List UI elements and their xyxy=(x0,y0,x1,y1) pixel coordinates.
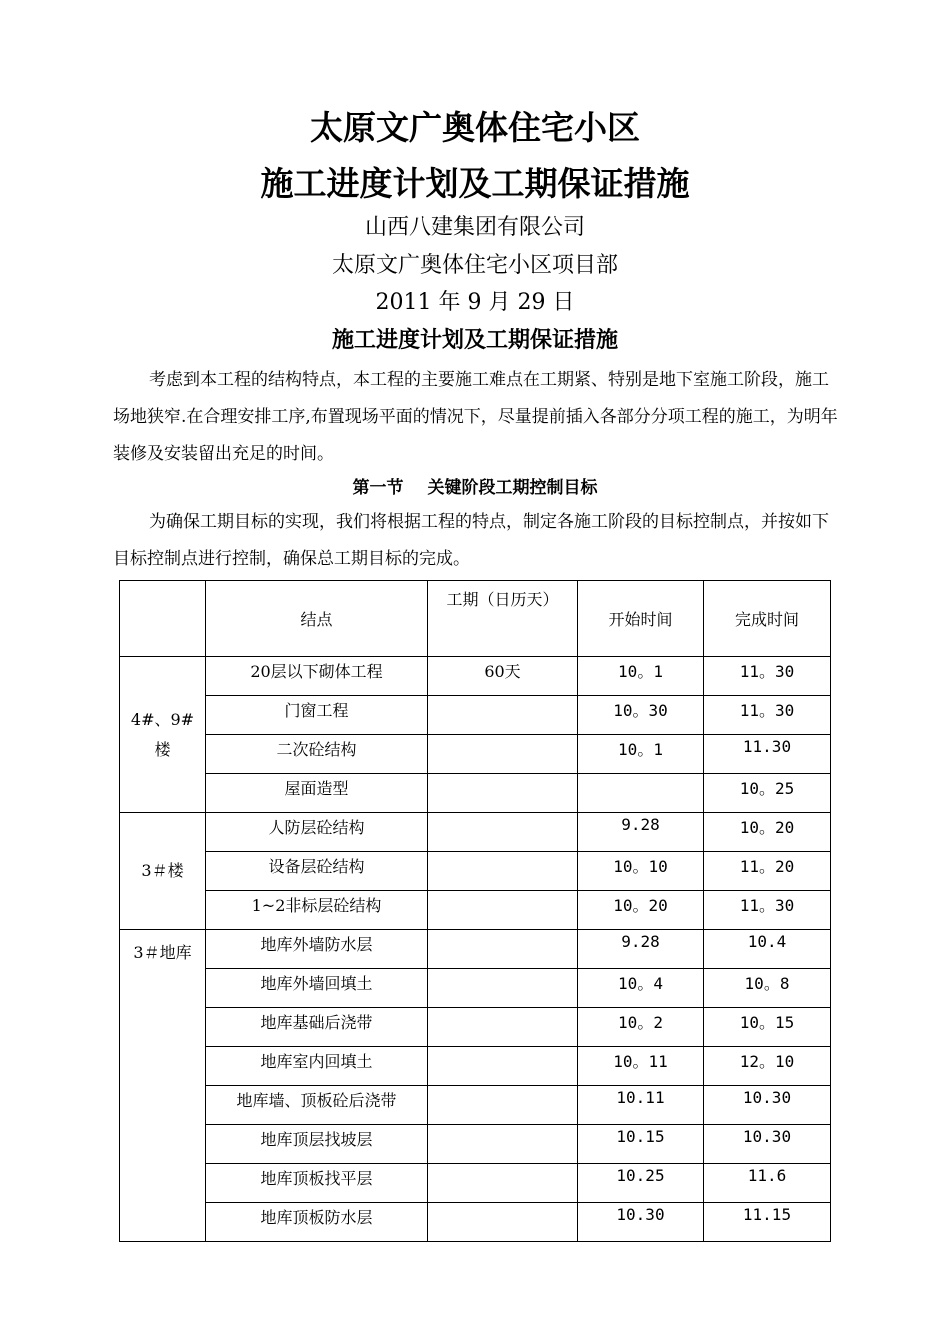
start-cell: 9.28 xyxy=(578,813,704,852)
period-cell xyxy=(428,1203,578,1242)
section-heading: 施工进度计划及工期保证措施 xyxy=(331,328,618,353)
node-cell: 地库顶层找坡层 xyxy=(206,1125,428,1164)
node-cell: 门窗工程 xyxy=(206,696,428,735)
document-date: 2011 年 9 月 29 日 xyxy=(375,290,575,315)
table-row xyxy=(120,696,831,735)
node-cell: 地库外墙回填土 xyxy=(206,969,428,1008)
group-label-cell: 3＃楼 xyxy=(120,813,206,930)
start-cell: 10。11 xyxy=(578,1047,704,1086)
finish-cell: 11.6 xyxy=(704,1164,831,1203)
finish-cell: 10。20 xyxy=(704,813,831,852)
period-cell xyxy=(428,1047,578,1086)
node-cell: 地库基础后浇带 xyxy=(206,1008,428,1047)
start-cell: 10。1 xyxy=(578,657,704,696)
period-cell xyxy=(428,1164,578,1203)
period-cell xyxy=(428,774,578,813)
schedule-table xyxy=(119,580,831,1242)
node-cell: 屋面造型 xyxy=(206,774,428,813)
table-row xyxy=(120,969,831,1008)
table-row xyxy=(120,1008,831,1047)
table-row xyxy=(120,735,831,774)
group-label-cell: 4#、9#楼 xyxy=(120,657,206,813)
finish-cell: 10.30 xyxy=(704,1125,831,1164)
finish-cell: 10。15 xyxy=(704,1008,831,1047)
finish-cell: 10.30 xyxy=(704,1086,831,1125)
start-cell: 10。20 xyxy=(578,891,704,930)
header-group xyxy=(120,581,206,657)
section-paragraph-text: 为确保工期目标的实现，我们将根据工程的特点，制定各施工阶段的目标控制点，并按如下目标控制点进行控制，确保总工期目标的完成。 xyxy=(113,512,829,569)
finish-cell: 11。30 xyxy=(704,891,831,930)
table-row xyxy=(120,1086,831,1125)
group-label-cell: 3＃地库 xyxy=(120,930,206,1242)
company-name: 山西八建集团有限公司 xyxy=(364,215,585,240)
start-cell: 10。2 xyxy=(578,1008,704,1047)
header-start: 开始时间 xyxy=(578,581,704,657)
node-cell: 20层以下砌体工程 xyxy=(206,657,428,696)
table-row xyxy=(120,1047,831,1086)
finish-cell: 10.4 xyxy=(704,930,831,969)
table-row xyxy=(120,852,831,891)
start-cell: 10.30 xyxy=(578,1203,704,1242)
start-cell: 10。1 xyxy=(578,735,704,774)
node-cell: 地库外墙防水层 xyxy=(206,930,428,969)
start-cell: 10。30 xyxy=(578,696,704,735)
period-cell xyxy=(428,1008,578,1047)
section-title xyxy=(0,475,950,501)
start-cell: 10.25 xyxy=(578,1164,704,1203)
header-finish: 完成时间 xyxy=(704,581,831,657)
finish-cell: 11。20 xyxy=(704,852,831,891)
finish-cell: 11。30 xyxy=(704,696,831,735)
intro-paragraph-text: 考虑到本工程的结构特点，本工程的主要施工难点在工期紧、特别是地下室施工阶段，施工场地狭窄.在合理安排工序,布置现场平面的情况下，尽量提前插入各部分分项工程的施工，为明年装修及安装留出充足的时间。 xyxy=(113,370,838,464)
period-cell xyxy=(428,969,578,1008)
period-cell xyxy=(428,696,578,735)
start-cell: 10。4 xyxy=(578,969,704,1008)
node-cell: 地库顶板找平层 xyxy=(206,1164,428,1203)
start-cell: 9.28 xyxy=(578,930,704,969)
table-row xyxy=(120,891,831,930)
node-cell: 人防层砼结构 xyxy=(206,813,428,852)
start-cell: 10.15 xyxy=(578,1125,704,1164)
node-cell: 设备层砼结构 xyxy=(206,852,428,891)
node-cell: 二次砼结构 xyxy=(206,735,428,774)
period-cell xyxy=(428,813,578,852)
finish-cell: 11.15 xyxy=(704,1203,831,1242)
finish-cell: 11。30 xyxy=(704,657,831,696)
period-cell: 60天 xyxy=(428,657,578,696)
document-title-line2: 施工进度计划及工期保证措施 xyxy=(260,164,690,203)
department-name: 太原文广奥体住宅小区项目部 xyxy=(331,253,618,278)
finish-cell: 11.30 xyxy=(704,735,831,774)
finish-cell: 10。8 xyxy=(704,969,831,1008)
node-cell: 1~2非标层砼结构 xyxy=(206,891,428,930)
table-row xyxy=(120,1164,831,1203)
period-cell xyxy=(428,852,578,891)
node-cell: 地库室内回填土 xyxy=(206,1047,428,1086)
node-cell: 地库顶板防水层 xyxy=(206,1203,428,1242)
period-cell xyxy=(428,735,578,774)
table-row xyxy=(120,813,831,852)
intro-paragraph xyxy=(113,362,843,473)
start-cell: 10.11 xyxy=(578,1086,704,1125)
section-title-text: 关键阶段工期控制目标 xyxy=(427,478,598,498)
table-header-row xyxy=(120,581,831,657)
period-cell xyxy=(428,891,578,930)
node-cell: 地库墙、顶板砼后浇带 xyxy=(206,1086,428,1125)
period-cell xyxy=(428,1125,578,1164)
table-row xyxy=(120,930,831,969)
header-period: 工期（日历天） xyxy=(428,581,578,657)
table-row xyxy=(120,774,831,813)
header-node: 结点 xyxy=(206,581,428,657)
start-cell xyxy=(578,774,704,813)
period-cell xyxy=(428,1086,578,1125)
finish-cell: 10。25 xyxy=(704,774,831,813)
finish-cell: 12。10 xyxy=(704,1047,831,1086)
table-row xyxy=(120,657,831,696)
table-row xyxy=(120,1203,831,1242)
period-cell xyxy=(428,930,578,969)
document-title-line1: 太原文广奥体住宅小区 xyxy=(310,108,640,147)
start-cell: 10。10 xyxy=(578,852,704,891)
section-number: 第一节 xyxy=(352,478,404,498)
table-row xyxy=(120,1125,831,1164)
section-paragraph xyxy=(113,504,843,578)
